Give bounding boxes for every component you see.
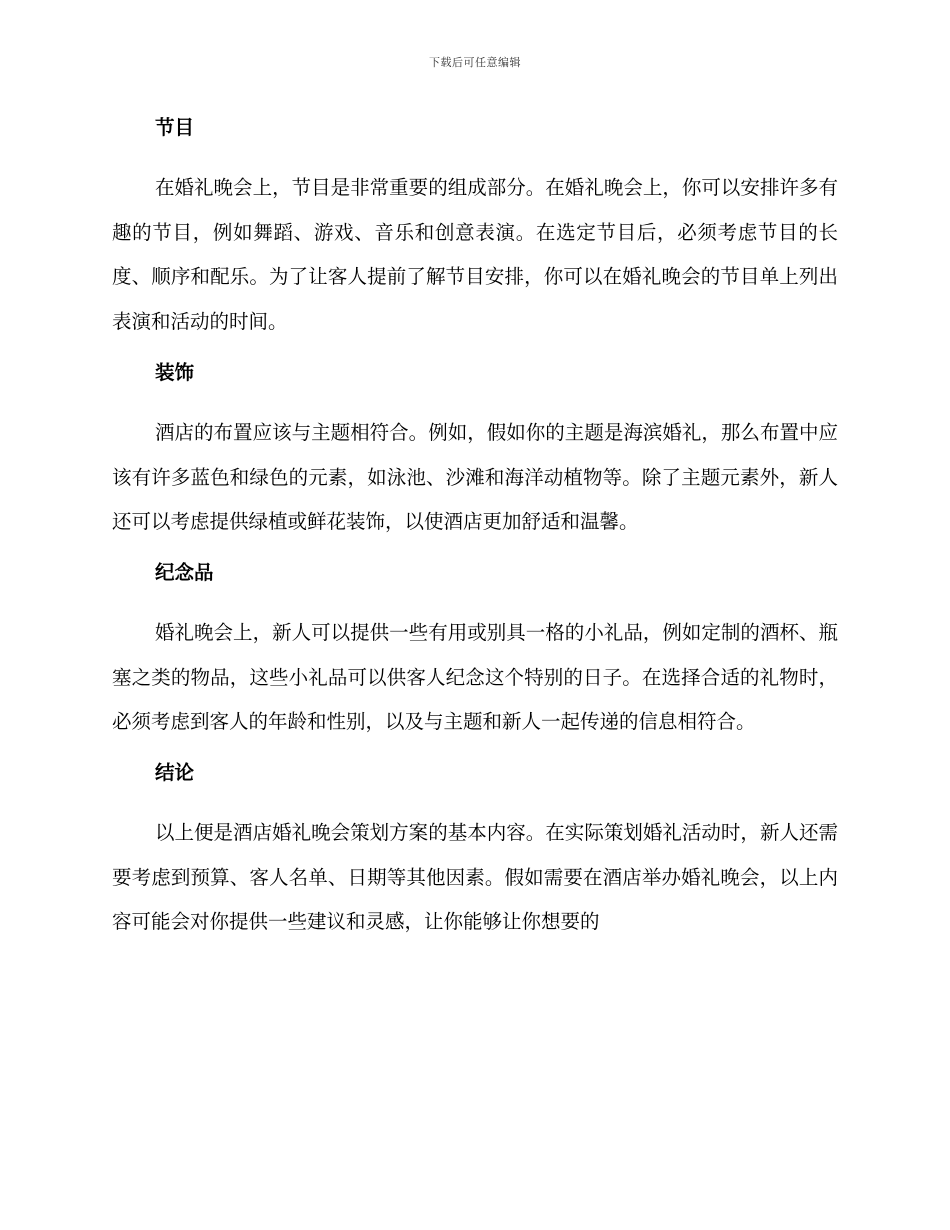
section-paragraph: 酒店的布置应该与主题相符合。例如，假如你的主题是海滨婚礼，那么布置中应该有许多蓝色和绿色的元素，如泳池、沙滩和海洋动植物等。除了主题元素外，新人还可以考虑提供绿植或鲜花装饰，以使酒店更加舒适和温馨。 bbox=[112, 420, 838, 534]
section-heading: 结论 bbox=[155, 761, 195, 785]
header-note: 下载后可任意编辑 bbox=[429, 56, 521, 69]
section-heading: 节目 bbox=[155, 116, 195, 139]
section-paragraph: 在婚礼晚会上，节目是非常重要的组成部分。在婚礼晚会上，你可以安排许多有趣的节目，例如舞蹈、游戏、音乐和创意表演。在选定节目后，必须考虑节目的长度、顺序和配乐。为了让客人提前了解节目安排，你可以在婚礼晚会的节目单上列出表演和活动的时间。 bbox=[112, 176, 838, 334]
document-body bbox=[112, 110, 838, 955]
section-heading: 装饰 bbox=[155, 360, 195, 384]
section-paragraph: 婚礼晚会上，新人可以提供一些有用或别具一格的小礼品，例如定制的酒杯、瓶塞之类的物品，这些小礼品可以供客人纪念这个特别的日子。在选择合适的礼物时，必须考虑到客人的年龄和性别，以及与主题和新人一起传递的信息相符合。 bbox=[112, 620, 838, 734]
section-heading: 纪念品 bbox=[155, 560, 214, 584]
section-souvenirs bbox=[112, 555, 838, 745]
section-program bbox=[112, 110, 838, 345]
section-paragraph: 以上便是酒店婚礼晚会策划方案的基本内容。在实际策划婚礼活动时，新人还需要考虑到预算、客人名单、日期等其他因素。假如需要在酒店举办婚礼晚会，以上内容可能会对你提供一些建议和灵感，让你能够让你想要的 bbox=[112, 821, 838, 934]
section-conclusion bbox=[112, 755, 838, 945]
section-decoration bbox=[112, 355, 838, 545]
